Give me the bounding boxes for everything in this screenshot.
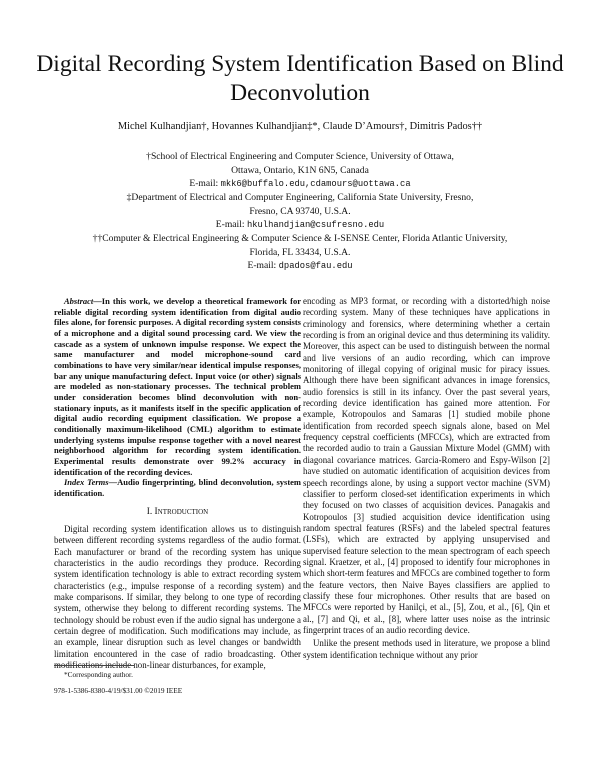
abstract-label: Abstract xyxy=(64,296,94,306)
body-paragraph: Unlike the present methods used in literature, we propose a blind system identification technique without any prior xyxy=(303,638,550,660)
index-terms-label: Index Terms xyxy=(64,477,109,488)
footnote-rule xyxy=(54,665,134,666)
email-address: hkulhandjian@csufresno.edu xyxy=(246,220,385,231)
email-label: E-mail: xyxy=(215,219,245,231)
abstract-text: —In this work, we develop a theoretical framework for reliable digital recording system identification from digital audio files alone, for forensic purposes. A digital recording system consists of a microphone and a digital sound processing card. We view the cascade as a system of unknown impulse response. We expect the same manufacturer and model microphone-sound card combinations to have very similar/near identical impulse responses, bar any unique manufacturing defect. Input voice (or other) signals are modeled as non-stationary processes. The technical problem under consideration becomes blind deconvolution with non-stationary inputs, as it manifests itself in the specific application of digital audio recording equipment classification. We propose a conditionally maximum-likelihood (CML) algorithm to estimate underlying systems impulse response together with a novel nearest neighborhood algorithm for recording system identification. Experimental results demonstrate over 99.2% accuracy in identification of the recording devices. xyxy=(54,296,301,477)
affiliation-line: ‡Department of Electrical and Computer Engineering, California State University, Fresno, xyxy=(126,192,474,203)
affiliation-fresno xyxy=(60,191,540,233)
index-terms xyxy=(54,477,301,498)
email-line xyxy=(60,218,540,233)
section-heading-introduction: I. Introduction xyxy=(146,507,209,518)
right-column xyxy=(303,296,550,661)
affiliation-ottawa xyxy=(60,150,540,192)
affiliation-line: Florida, FL 33434, U.S.A. xyxy=(249,246,351,258)
left-column xyxy=(54,296,301,671)
email-address: mkk6@buffalo.edu,cdamours@uottawa.ca xyxy=(220,179,411,190)
copyright-notice: 978-1-5386-8380-4/19/$31.00 ©2019 IEEE xyxy=(54,686,183,695)
affiliation-line: Ottawa, Ontario, K1N 6N5, Canada xyxy=(231,164,369,176)
email-line xyxy=(60,177,540,192)
email-label: E-mail: xyxy=(189,178,219,190)
footnote: *Corresponding author. xyxy=(64,670,133,679)
body-paragraph: encoding as MP3 format, or recording with a distorted/high noise recording system. Many of these techniques have applications in criminology and forensics, where determining whether a certain recording is from an original device and thus determining its validity. Moreover, this aspect can be used to distinguish between the normal and live versions of an audio recording, which can improve monitoring of illegal copying of original music for piracy issues. Although there have been significant advances in image forensics, audio forensics is still in its infancy. Over the past several years, recording device identification has gained more attention. For example, Kotropoulos and Samaras [1] studied mobile phone identification from recorded speech signals alone, based on Mel frequency cepstral coefficients (MFCCs), which are extracted from the recorded audio to train a Gaussian Mixture Model (GMM) with diagonal covariance matrices. Garcia-Romero and Espy-Wilson [2] have studied on automatic identification of acquisition devices from speech recordings alone, by using a support vector machine (SVM) classifier to perform closed-set identification experiments in which they focused on two classes of acquisition devices. Panagakis and Kotropoulos [3] studied acquisition device identification using random spectral features (RSFs) and the labeled spectral features (LSFs), which are extracted by applying unsupervised and supervised feature selection to the mean spectrogram of each speech signal. Kraetzer, et al., [4] proposed to identify four microphones in which short-term features and MFCCs are combined together to form the feature vectors, then Naive Bayes classifiers are applied to classify these four microphones. Other results that are based on MFCCs were reported by Hanilçi, et al., [5], Zou, et al., [6], Qin et al., [7] and Qi, et al., [8], where latter uses noise as the intrinsic fingerprint traces of an audio recording device. xyxy=(303,296,550,635)
affiliation-fau xyxy=(60,232,540,274)
email-address: dpados@fau.edu xyxy=(278,261,353,272)
email-line xyxy=(60,259,540,274)
affiliation-line: †School of Electrical Engineering and Computer Science, University of Ottawa, xyxy=(146,151,454,162)
affiliation-line: Fresno, CA 93740, U.S.A. xyxy=(249,205,351,217)
email-label: E-mail: xyxy=(247,260,277,272)
paper-title: Digital Recording System Identification Based on Blind Deconvolution xyxy=(36,51,564,106)
affiliation-line: ††Computer & Electrical Engineering & Computer Science & I-SENSE Center, Florida Atlantic University, xyxy=(92,233,508,244)
abstract xyxy=(54,296,301,477)
author-list: Michel Kulhandjian†, Hovannes Kulhandjian‡*, Claude D’Amours†, Dimitris Pados†† xyxy=(117,121,483,132)
introduction-paragraph: Digital recording system identification allows us to distinguish between different recording systems regardless of the audio format. Each manufacturer or brand of the recording system has unique characteristics in the audio recordings they produce. Recording system identification technology is able to extract recording system characteristics (e.g., impulse response of a recording system) and make comparisons. If similar, they belong to one type of recording system, otherwise they belong to different recording systems. The technology should be robust even if the audio signal has undergone a certain degree of modification. Such modifications may include, as an example, linear disruption such as level changes or bandwidth limitation encountered in the case of radio broadcasting. Other modifications include non-linear disturbances, for example, xyxy=(54,523,301,670)
index-terms-text: —Audio fingerprinting, blind deconvolution, system identification. xyxy=(54,477,301,498)
